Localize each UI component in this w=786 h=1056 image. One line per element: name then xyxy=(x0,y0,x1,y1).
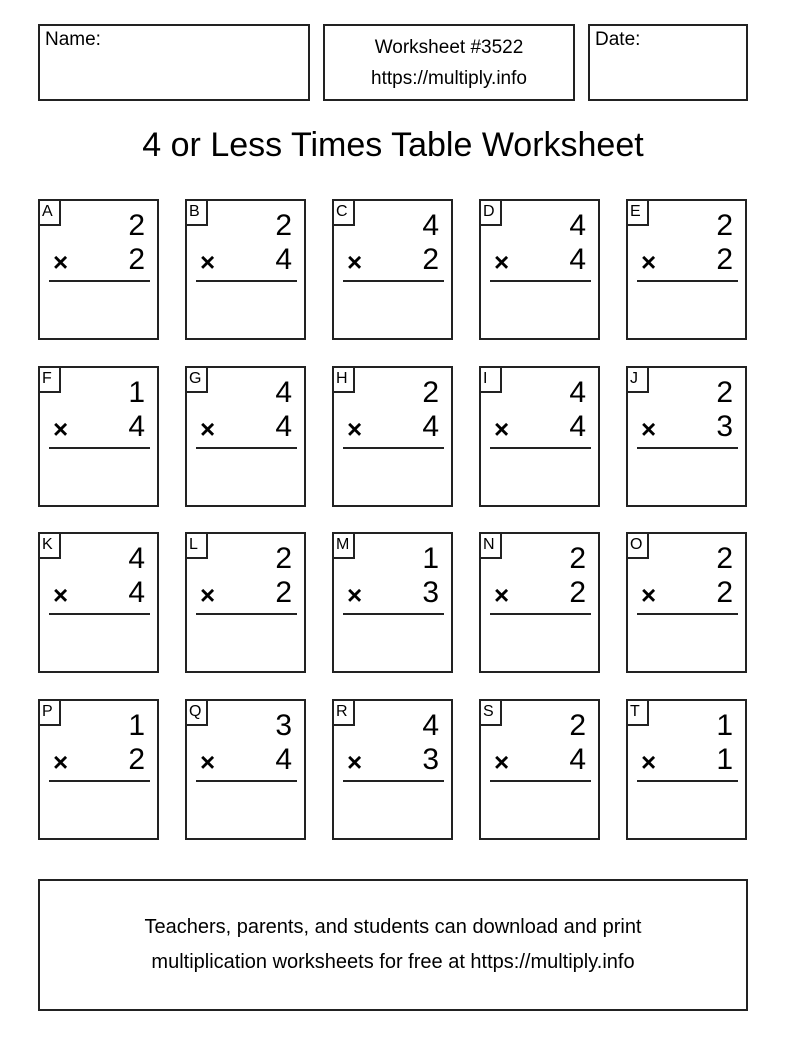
name-field[interactable] xyxy=(38,24,310,101)
multiplicand: 2 xyxy=(716,542,733,575)
multiplier: 4 xyxy=(128,576,145,609)
multiply-sign-icon: × xyxy=(347,747,363,777)
problem-card[interactable] xyxy=(479,532,600,673)
footer-line-2: multiplication worksheets for free at https://multiply.info xyxy=(151,951,635,973)
multiplier: 3 xyxy=(422,576,439,609)
problem-label: P xyxy=(40,701,61,726)
multiplicand: 1 xyxy=(128,709,145,742)
problem-card[interactable] xyxy=(332,532,453,673)
problem-label: S xyxy=(481,701,502,726)
problem-card[interactable] xyxy=(38,199,159,340)
multiplicand: 4 xyxy=(275,376,292,409)
multiply-sign-icon: × xyxy=(200,747,216,777)
multiplier: 1 xyxy=(716,743,733,776)
problem-card[interactable] xyxy=(626,366,747,507)
multiply-sign-icon: × xyxy=(53,247,69,277)
problem-card[interactable] xyxy=(38,699,159,840)
multiply-sign-icon: × xyxy=(347,247,363,277)
multiplicand: 2 xyxy=(716,209,733,242)
answer-line xyxy=(343,280,444,282)
multiplier: 4 xyxy=(422,410,439,443)
multiplicand: 1 xyxy=(128,376,145,409)
multiplicand: 1 xyxy=(422,542,439,575)
multiplier: 2 xyxy=(275,576,292,609)
multiply-sign-icon: × xyxy=(200,580,216,610)
multiply-sign-icon: × xyxy=(494,747,510,777)
multiply-sign-icon: × xyxy=(53,580,69,610)
name-label: Name: xyxy=(45,29,101,50)
multiply-sign-icon: × xyxy=(641,414,657,444)
answer-line xyxy=(637,780,738,782)
problem-card[interactable] xyxy=(626,199,747,340)
problem-label: Q xyxy=(187,701,208,726)
multiplicand: 4 xyxy=(422,209,439,242)
multiplier: 4 xyxy=(275,243,292,276)
multiplier: 2 xyxy=(422,243,439,276)
multiplier: 2 xyxy=(716,243,733,276)
multiplier: 4 xyxy=(569,243,586,276)
multiply-sign-icon: × xyxy=(641,747,657,777)
answer-line xyxy=(343,447,444,449)
answer-line xyxy=(49,613,150,615)
problem-card[interactable] xyxy=(479,199,600,340)
problem-label: H xyxy=(334,368,355,393)
answer-line xyxy=(49,780,150,782)
problem-card[interactable] xyxy=(626,532,747,673)
problem-label: O xyxy=(628,534,649,559)
footer-line-1: Teachers, parents, and students can download and print xyxy=(144,916,642,938)
problem-label: J xyxy=(628,368,649,393)
date-field[interactable] xyxy=(588,24,748,101)
multiplicand: 2 xyxy=(422,376,439,409)
multiplier: 3 xyxy=(716,410,733,443)
multiply-sign-icon: × xyxy=(494,247,510,277)
problem-card[interactable] xyxy=(332,199,453,340)
multiply-sign-icon: × xyxy=(53,747,69,777)
multiplicand: 2 xyxy=(275,209,292,242)
page-title: 4 or Less Times Table Worksheet xyxy=(142,126,644,164)
multiplier: 4 xyxy=(275,410,292,443)
worksheet-info-box xyxy=(323,24,575,101)
multiplier: 2 xyxy=(128,743,145,776)
footer-box xyxy=(38,879,748,1011)
answer-line xyxy=(490,613,591,615)
problem-label: B xyxy=(187,201,208,226)
problem-label: K xyxy=(40,534,61,559)
answer-line xyxy=(196,280,297,282)
multiply-sign-icon: × xyxy=(641,580,657,610)
answer-line xyxy=(637,447,738,449)
multiply-sign-icon: × xyxy=(200,414,216,444)
multiplier: 2 xyxy=(128,243,145,276)
multiply-sign-icon: × xyxy=(641,247,657,277)
problem-label: F xyxy=(40,368,61,393)
problem-label: D xyxy=(481,201,502,226)
answer-line xyxy=(637,280,738,282)
problem-card[interactable] xyxy=(479,366,600,507)
answer-line xyxy=(637,613,738,615)
multiplicand: 4 xyxy=(569,209,586,242)
problem-card[interactable] xyxy=(332,366,453,507)
multiplicand: 4 xyxy=(128,542,145,575)
answer-line xyxy=(343,780,444,782)
multiplier: 4 xyxy=(275,743,292,776)
problem-label: L xyxy=(187,534,208,559)
answer-line xyxy=(490,780,591,782)
worksheet-number: Worksheet #3522 xyxy=(374,37,524,58)
multiply-sign-icon: × xyxy=(347,414,363,444)
answer-line xyxy=(196,613,297,615)
problem-label: T xyxy=(628,701,649,726)
problem-card[interactable] xyxy=(185,699,306,840)
problem-label: C xyxy=(334,201,355,226)
answer-line xyxy=(49,280,150,282)
multiplier: 2 xyxy=(716,576,733,609)
multiplier: 3 xyxy=(422,743,439,776)
multiplicand: 4 xyxy=(569,376,586,409)
multiply-sign-icon: × xyxy=(494,414,510,444)
multiplier: 4 xyxy=(128,410,145,443)
problem-card[interactable] xyxy=(185,366,306,507)
answer-line xyxy=(490,280,591,282)
multiplier: 4 xyxy=(569,743,586,776)
problem-label: M xyxy=(334,534,355,559)
multiply-sign-icon: × xyxy=(200,247,216,277)
problem-card[interactable] xyxy=(626,699,747,840)
answer-line xyxy=(490,447,591,449)
multiply-sign-icon: × xyxy=(347,580,363,610)
multiplicand: 2 xyxy=(569,709,586,742)
problem-label: R xyxy=(334,701,355,726)
multiply-sign-icon: × xyxy=(494,580,510,610)
multiplier: 4 xyxy=(569,410,586,443)
problem-card[interactable] xyxy=(185,199,306,340)
answer-line xyxy=(343,613,444,615)
multiplicand: 3 xyxy=(275,709,292,742)
problem-card[interactable] xyxy=(38,366,159,507)
problem-label: G xyxy=(187,368,208,393)
problem-label: A xyxy=(40,201,61,226)
problem-card[interactable] xyxy=(185,532,306,673)
problem-label: N xyxy=(481,534,502,559)
multiplicand: 2 xyxy=(716,376,733,409)
multiply-sign-icon: × xyxy=(53,414,69,444)
multiplier: 2 xyxy=(569,576,586,609)
problem-card[interactable] xyxy=(332,699,453,840)
problem-label: I xyxy=(481,368,502,393)
answer-line xyxy=(196,780,297,782)
multiplicand: 2 xyxy=(128,209,145,242)
multiplicand: 1 xyxy=(716,709,733,742)
problem-label: E xyxy=(628,201,649,226)
problem-card[interactable] xyxy=(38,532,159,673)
multiplicand: 2 xyxy=(569,542,586,575)
multiplicand: 4 xyxy=(422,709,439,742)
worksheet-url: https://multiply.info xyxy=(371,68,527,89)
answer-line xyxy=(49,447,150,449)
multiplicand: 2 xyxy=(275,542,292,575)
answer-line xyxy=(196,447,297,449)
date-label: Date: xyxy=(595,29,641,50)
problem-card[interactable] xyxy=(479,699,600,840)
